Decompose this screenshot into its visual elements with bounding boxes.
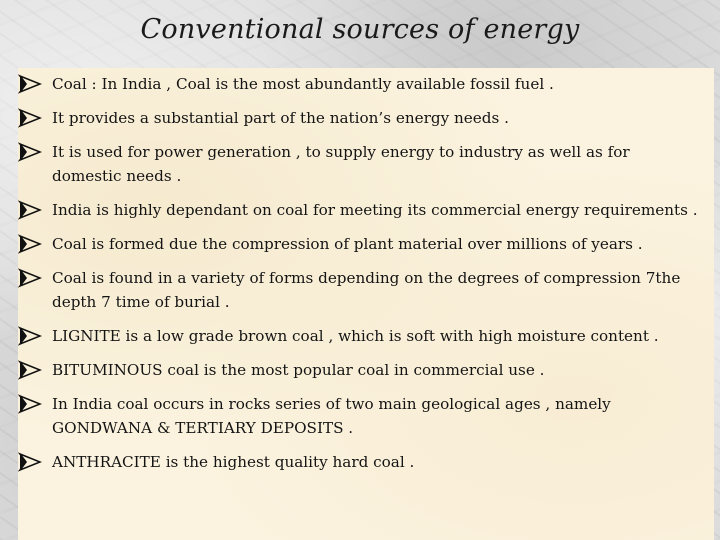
bullet-item	[0, 106, 700, 130]
arrow-bullet-icon	[18, 74, 42, 94]
bullet-item	[0, 358, 700, 382]
arrow-bullet-icon	[18, 394, 42, 414]
arrow-bullet-icon	[18, 452, 42, 472]
bullet-text: ANTHRACITE is the highest quality hard coal .	[52, 453, 415, 471]
bullet-text: It is used for power generation , to supply energy to industry as well as for domestic needs .	[52, 143, 630, 185]
arrow-bullet-icon	[18, 360, 42, 380]
slide-title: Conventional sources of energy	[140, 14, 580, 45]
arrow-bullet-icon	[18, 234, 42, 254]
bullet-item	[0, 392, 700, 440]
bullet-item	[0, 140, 700, 188]
bullet-item	[0, 324, 700, 348]
arrow-bullet-icon	[18, 268, 42, 288]
bullet-text: Coal is found in a variety of forms depending on the degrees of compression 7the depth 7 time of burial .	[52, 269, 681, 311]
bullet-text: Coal : In India , Coal is the most abundantly available fossil fuel .	[52, 75, 554, 93]
bullet-text: LIGNITE is a low grade brown coal , which is soft with high moisture content .	[52, 327, 659, 345]
arrow-bullet-icon	[18, 108, 42, 128]
bullet-item	[0, 450, 700, 474]
bullet-text: In India coal occurs in rocks series of two main geological ages , namely GONDWANA & TERTIARY DEPOSITS .	[52, 395, 611, 437]
arrow-bullet-icon	[18, 326, 42, 346]
bullet-text: It provides a substantial part of the nation’s energy needs .	[52, 109, 509, 127]
bullet-text: India is highly dependant on coal for meeting its commercial energy requirements .	[52, 201, 698, 219]
bullet-item	[0, 232, 700, 256]
arrow-bullet-icon	[18, 142, 42, 162]
bullet-list	[0, 72, 700, 484]
bullet-item	[0, 198, 700, 222]
bullet-item	[0, 72, 700, 96]
bullet-text: Coal is formed due the compression of plant material over millions of years .	[52, 235, 643, 253]
arrow-bullet-icon	[18, 200, 42, 220]
bullet-item	[0, 266, 700, 314]
bullet-text: BITUMINOUS coal is the most popular coal in commercial use .	[52, 361, 545, 379]
